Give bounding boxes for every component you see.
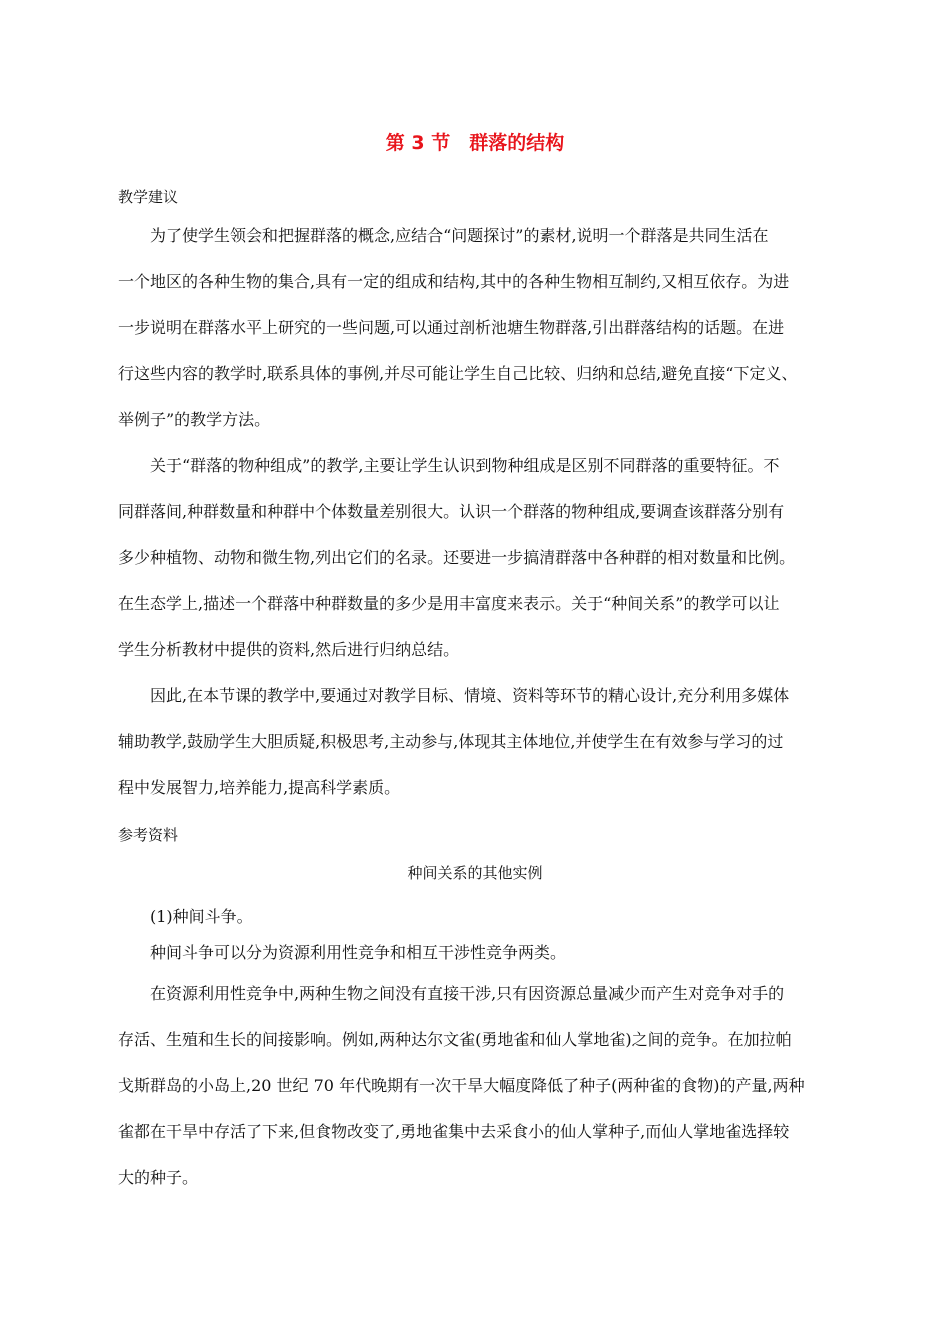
text-line: 雀都在干旱中存活了下来,但食物改变了,勇地雀集中去采食小的仙人掌种子,而仙人掌地雀选择较 (118, 1122, 790, 1141)
reference-subtitle: 种间关系的其他实例 (407, 864, 543, 882)
text-line: 学生分析教材中提供的资料,然后进行归纳总结。 (118, 640, 460, 659)
text-line: 行这些内容的教学时,联系具体的事例,并尽可能让学生自己比较、归纳和总结,避免直接“下定义、 (118, 364, 798, 383)
text-line: 存活、生殖和生长的间接影响。例如,两种达尔文雀(勇地雀和仙人掌地雀)之间的竞争。在加拉帕 (118, 1030, 792, 1049)
text-line: 一步说明在群落水平上研究的一些问题,可以通过剖析池塘生物群落,引出群落结构的话题。在进 (118, 318, 785, 337)
text-line: 程中发展智力,培养能力,提高科学素质。 (118, 778, 401, 797)
text-line: 辅助教学,鼓励学生大胆质疑,积极思考,主动参与,体现其主体地位,并使学生在有效参与学习的过 (118, 732, 784, 751)
text-line: 因此,在本节课的教学中,要通过对教学目标、情境、资料等环节的精心设计,充分利用多媒体 (150, 686, 790, 705)
paragraph-4 (118, 980, 834, 1210)
section-heading-teaching-suggestions: 教学建议 (118, 188, 179, 206)
paragraph-1 (118, 222, 834, 452)
page-title: 第 3 节 群落的结构 (385, 132, 565, 154)
text-line: 关于“群落的物种组成”的教学,主要让学生认识到物种组成是区别不同群落的重要特征。不 (150, 456, 780, 475)
text-line: 多少种植物、动物和微生物,列出它们的名录。还要进一步搞清群落中各种群的相对数量和比例。 (118, 548, 796, 567)
text-line: 在生态学上,描述一个群落中种群数量的多少是用丰富度来表示。关于“种间关系”的教学可以让 (118, 594, 780, 613)
text-line: 同群落间,种群数量和种群中个体数量差别很大。认识一个群落的物种组成,要调查该群落分别有 (118, 502, 785, 521)
text-line: 大的种子。 (118, 1168, 199, 1187)
text-line: 举例子”的教学方法。 (118, 410, 271, 429)
text-line: 一个地区的各种生物的集合,具有一定的组成和结构,其中的各种生物相互制约,又相互依存。为进 (118, 272, 790, 291)
paragraph-2 (118, 452, 834, 682)
list-item-competition: (1)种间斗争。 (150, 907, 253, 926)
paragraph-3 (118, 682, 834, 820)
competition-description: 种间斗争可以分为资源利用性竞争和相互干涉性竞争两类。 (150, 943, 567, 962)
section-heading-reference: 参考资料 (118, 826, 179, 844)
text-line: 戈斯群岛的小岛上,20 世纪 70 年代晚期有一次干旱大幅度降低了种子(两种雀的食物)的产量,两种 (118, 1076, 805, 1095)
text-line: 为了使学生领会和把握群落的概念,应结合“问题探讨”的素材,说明一个群落是共同生活在 (150, 226, 769, 245)
text-line: 在资源利用性竞争中,两种生物之间没有直接干涉,只有因资源总量减少而产生对竞争对手的 (150, 984, 785, 1003)
